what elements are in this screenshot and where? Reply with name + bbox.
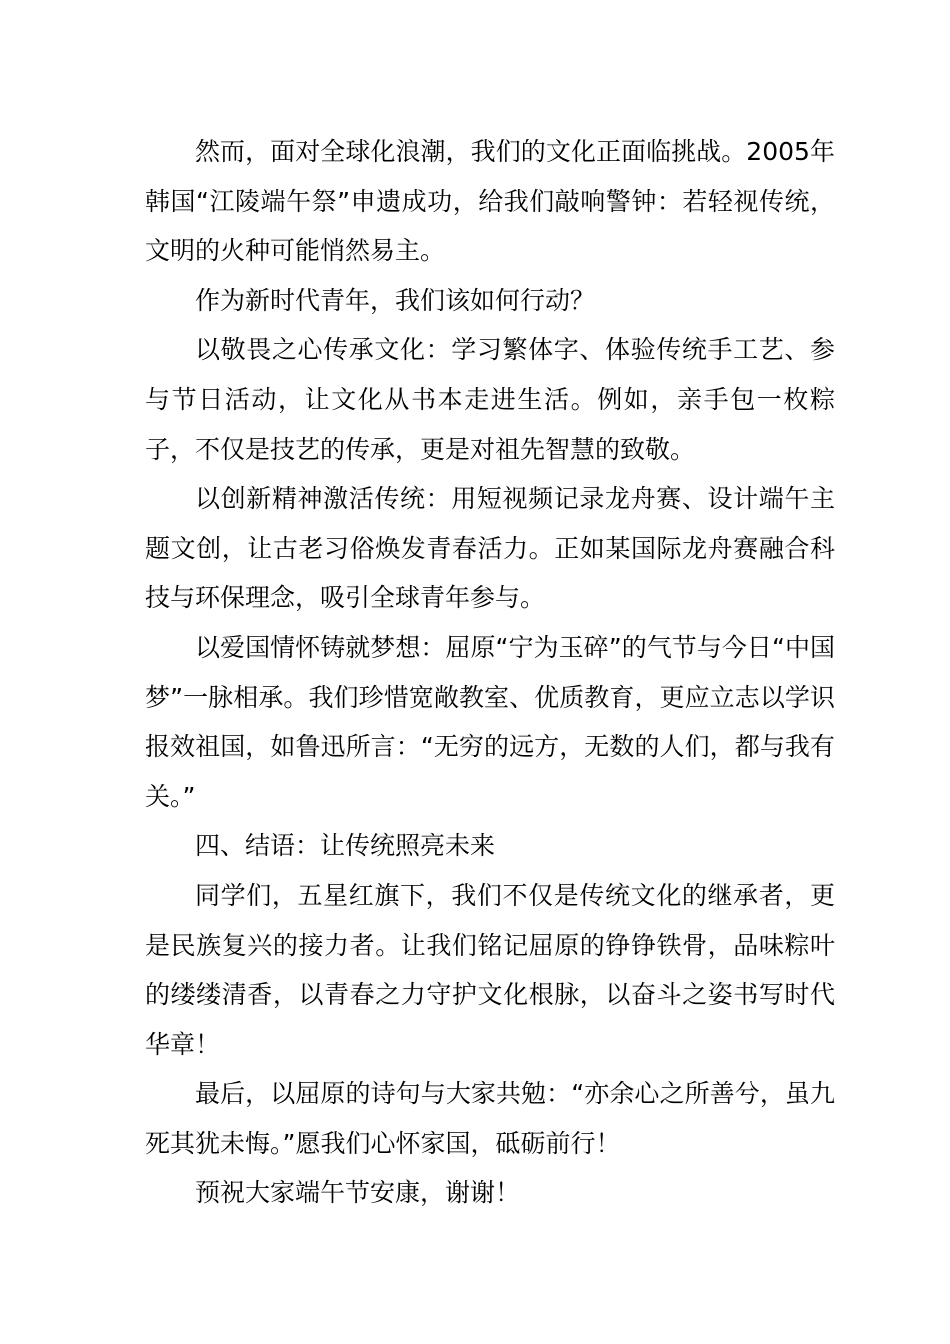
paragraph-closing-poem: 最后，以屈原的诗句与大家共勉：“亦余心之所善兮，虽九死其犹未悔。”愿我们心怀家国，砥砺前行！ [145,1079,835,1158]
paragraph-question: 作为新时代青年，我们该如何行动？ [195,285,596,315]
paragraph-challenge: 然而，面对全球化浪潮，我们的文化正面临挑战。2005年韩国“江陵端午祭”申遗成功，给我们敲响警钟：若轻视传统，文明的火种可能悄然易主。 [145,137,835,266]
paragraph-innovate-tradition: 以创新精神激活传统：用短视频记录龙舟赛、设计端午主题文创，让古老习俗焕发青春活力。正如某国际龙舟赛融合科技与环保理念，吸引全球青年参与。 [145,484,835,613]
paragraph-inherit-culture: 以敬畏之心传承文化：学习繁体字、体验传统手工艺、参与节日活动，让文化从书本走进生活。例如，亲手包一枚粽子，不仅是技艺的传承，更是对祖先智慧的致敬。 [145,335,835,464]
paragraph-classmates: 同学们，五星红旗下，我们不仅是传统文化的继承者，更是民族复兴的接力者。让我们铭记屈原的铮铮铁骨，品味粽叶的缕缕清香，以青春之力守护文化根脉，以奋斗之姿书写时代华章！ [145,880,835,1059]
paragraph-blessing: 预祝大家端午节安康，谢谢！ [195,1178,521,1208]
paragraph-patriotism: 以爱国情怀铸就梦想：屈原“宁为玉碎”的气节与今日“中国梦”一脉相承。我们珍惜宽敞教室、优质教育，更应立志以学识报效祖国，如鲁迅所言：“无穷的远方，无数的人们，都与我有关。” [145,632,835,811]
document-body [145,127,835,1218]
section-heading-conclusion: 四、结语：让传统照亮未来 [195,831,496,861]
